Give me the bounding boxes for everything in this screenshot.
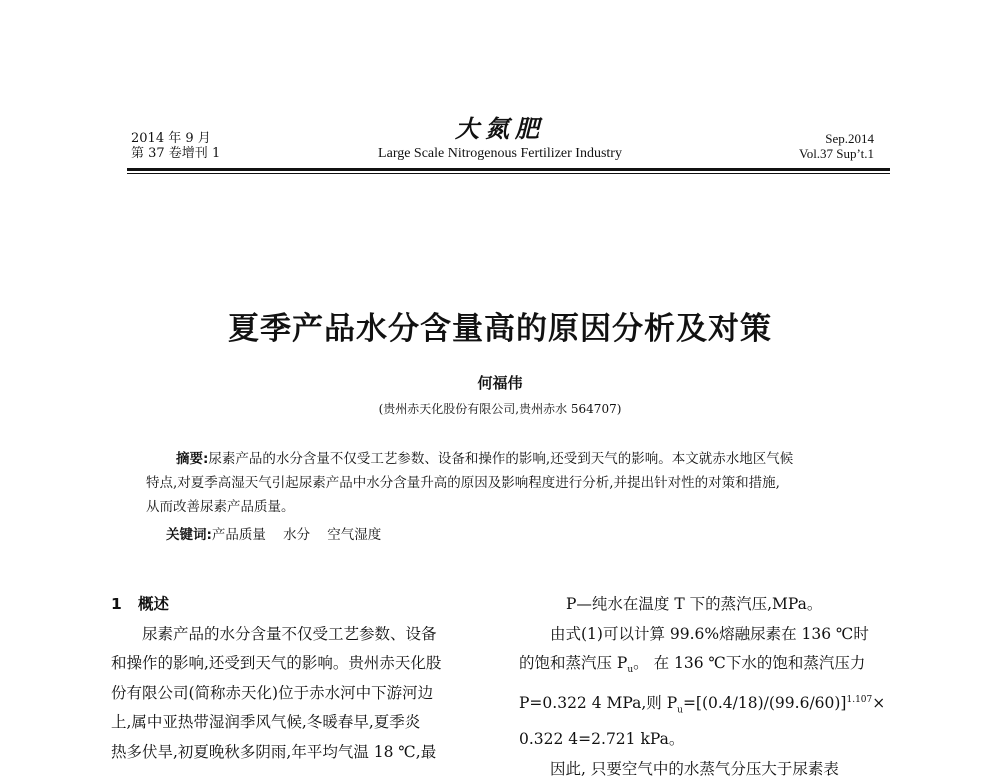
text-run: P=0.322 4 MPa,则 P (519, 693, 678, 712)
paragraph-line: 热多伏旱,初夏晚秋多阴雨,年平均气温 18 ℃,最 (111, 742, 437, 761)
text-run: =[(0.4/18)/(99.6/60)] (682, 693, 847, 712)
superscript: 1.107 (846, 694, 873, 705)
paragraph-line: P—纯水在温度 T 下的蒸汽压,MPa。 (566, 595, 823, 613)
article-affiliation: (贵州赤天化股份有限公司,贵州赤水 564707) (378, 402, 622, 416)
keywords (166, 523, 381, 547)
issue-volume: 第 37 卷增刊 1 (131, 146, 221, 161)
paragraph-line (519, 686, 897, 726)
text-run: 。 在 136 ℃下水的饱和蒸汽压力 (633, 654, 866, 672)
article-title: 夏季产品水分含量高的原因分析及对策 (228, 311, 772, 347)
issue-date-en-block (799, 131, 874, 161)
keywords-label: 关键词: (166, 527, 212, 543)
paragraph-line: 0.322 4=2.721 kPa。 (519, 730, 685, 749)
abstract (146, 447, 864, 519)
left-column (111, 590, 489, 767)
keywords-text: 产品质量 水分 空气湿度 (211, 527, 382, 543)
paragraph-line: 和操作的影响,还受到天气的影响。贵州赤天化股 (111, 654, 442, 672)
journal-name: Large Scale Nitrogenous Fertilizer Industry (378, 146, 622, 161)
paragraph-line (519, 649, 897, 686)
abstract-line: 特点,对夏季高湿天气引起尿素产品中水分含量升高的原因及影响程度进行分析,并提出针对性的对策和措施, (146, 475, 780, 491)
paragraph-line: 尿素产品的水分含量不仅受工艺参数、设备 (142, 624, 437, 643)
subscript: u (677, 704, 683, 715)
paragraph-line: 份有限公司(简称赤天化)位于赤水河中下游河边 (111, 683, 434, 702)
text-run: 的饱和蒸汽压 P (519, 654, 628, 672)
header-rule-thin (127, 173, 890, 174)
right-column (519, 590, 897, 784)
paragraph-line: 由式(1)可以计算 99.6%熔融尿素在 136 ℃时 (550, 624, 869, 643)
issue-date-en: Sep.2014 (825, 131, 874, 146)
paragraph-line: 上,属中亚热带湿润季风气候,冬暖春早,夏季炎 (111, 713, 421, 731)
abstract-line: 从而改善尿素产品质量。 (146, 499, 295, 515)
issue-date: 2014 年 9 月 (131, 131, 211, 146)
header-rule-thick (127, 168, 890, 171)
paragraph-line: 因此, 只要空气中的水蒸气分压大于尿素表 (550, 759, 839, 778)
subscript: u (627, 665, 634, 676)
issue-volume-en: Vol.37 Sup’t.1 (798, 146, 874, 161)
article-author: 何福伟 (477, 374, 523, 392)
abstract-label: 摘要: (176, 451, 209, 467)
journal-logo: 大氮肥 (455, 114, 545, 143)
abstract-line: 尿素产品的水分含量不仅受工艺参数、设备和操作的影响,还受到天气的影响。本文就赤水地区气候 (208, 451, 794, 467)
section-heading: 1 概述 (111, 595, 169, 613)
text-run: × (872, 693, 886, 712)
